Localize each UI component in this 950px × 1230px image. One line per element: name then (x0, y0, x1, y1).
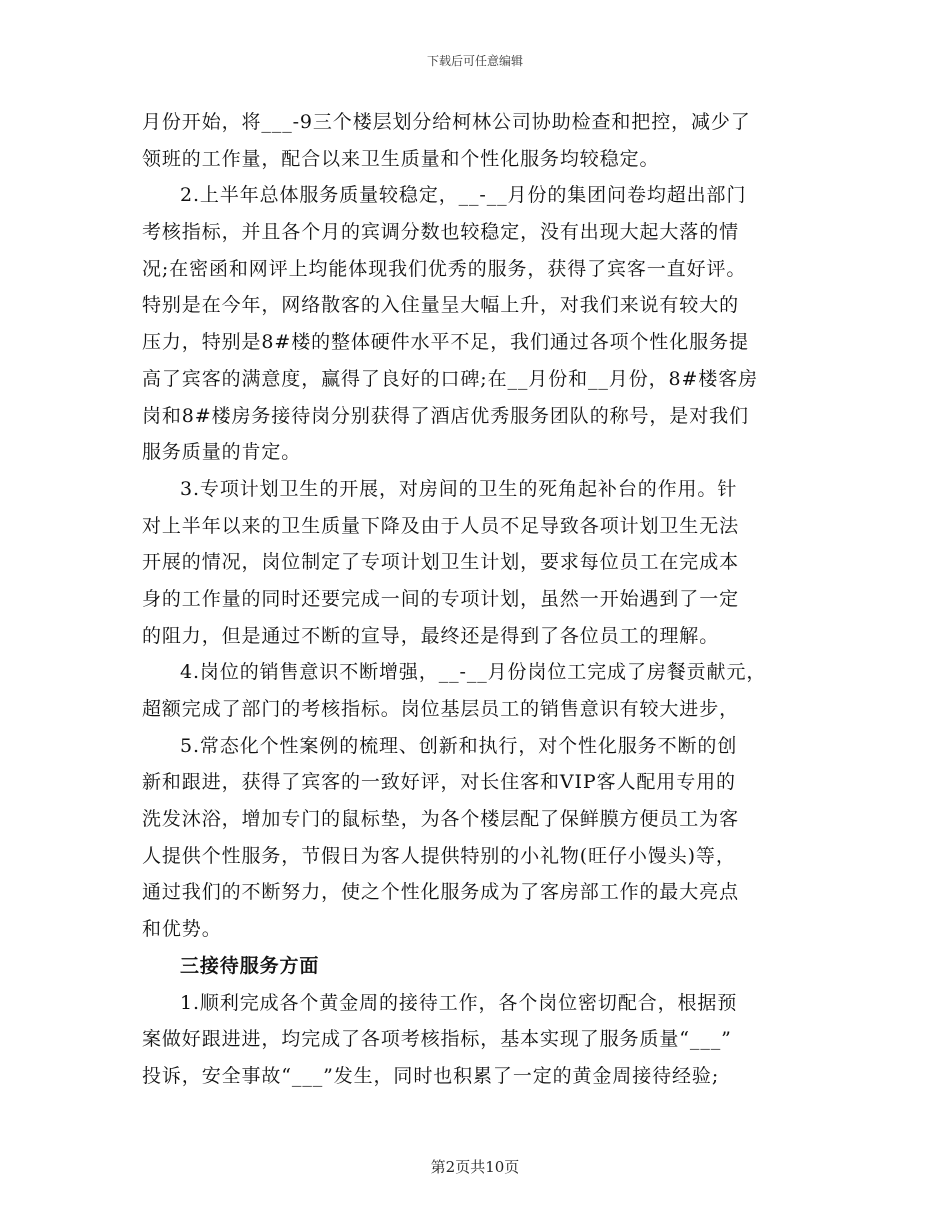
text-line: 4.岗位的销售意识不断增强，__-__月份岗位工完成了房餐贡献元， (180, 661, 767, 684)
text-line: 高了宾客的满意度，赢得了良好的口碑;在__月份和__月份，8#楼客房 (142, 367, 759, 390)
text-line: 岗和8#楼房务接待岗分别获得了酒店优秀服务团队的称号，是对我们 (142, 404, 749, 427)
text-line: 特别是在今年，网络散客的入住量呈大幅上升，对我们来说有较大的 (142, 294, 740, 317)
text-line: 况;在密函和网评上均能体现我们优秀的服务，获得了宾客一直好评。 (142, 257, 747, 280)
text-line: 人提供个性服务，节假日为客人提供特别的小礼物(旺仔小馒头)等， (142, 844, 736, 867)
text-line: 和优势。 (142, 918, 222, 941)
page-header: 下载后可任意编辑 (426, 54, 523, 68)
text-line: 3.专项计划卫生的开展，对房间的卫生的死角起补台的作用。针 (180, 477, 738, 500)
text-line: 开展的情况，岗位制定了专项计划卫生计划，要求每位员工在完成本 (142, 551, 740, 574)
text-line: 考核指标，并且各个月的宾调分数也较稳定，没有出现大起大落的情 (142, 221, 740, 244)
text-line: 1.顺利完成各个黄金周的接待工作，各个岗位密切配合，根据预 (180, 991, 738, 1014)
text-line: 的阻力，但是通过不断的宣导，最终还是得到了各位员工的理解。 (142, 624, 720, 647)
text-line: 5.常态化个性案例的梳理、创新和执行，对个性化服务不断的创 (180, 734, 738, 757)
text-line: 身的工作量的同时还要完成一间的专项计划，虽然一开始遇到了一定 (142, 587, 740, 610)
text-line: 投诉，安全事故“___”发生，同时也积累了一定的黄金周接待经验; (142, 1064, 720, 1087)
text-line: 压力，特别是8#楼的整体硬件水平不足，我们通过各项个性化服务提 (142, 331, 749, 354)
text-line: 通过我们的不断努力，使之个性化服务成为了客房部工作的最大亮点 (142, 881, 740, 904)
text-line: 超额完成了部门的考核指标。岗位基层员工的销售意识有较大进步， (142, 698, 740, 720)
section-heading: 三接待服务方面 (180, 954, 320, 977)
page-number: 第2页共10页 (430, 1158, 520, 1176)
text-line: 对上半年以来的卫生质量下降及由于人员不足导致各项计划卫生无法 (142, 514, 740, 537)
text-line: 月份开始，将___-9三个楼层划分给柯林公司协助检查和把控，减少了 (142, 111, 751, 133)
text-line: 服务质量的肯定。 (142, 441, 302, 464)
text-line: 2.上半年总体服务质量较稳定，__-__月份的集团问卷均超出部门 (180, 184, 747, 207)
text-line: 领班的工作量，配合以来卫生质量和个性化服务均较稳定。 (142, 147, 660, 170)
text-line: 案做好跟进进，均完成了各项考核指标，基本实现了服务质量“___” (142, 1028, 732, 1051)
text-line: 洗发沐浴，增加专门的鼠标垫，为各个楼层配了保鲜膜方便员工为客 (142, 808, 740, 831)
document-body (142, 104, 822, 1095)
text-line: 新和跟进，获得了宾客的一致好评，对长住客和VIP客人配用专用的 (142, 771, 736, 794)
